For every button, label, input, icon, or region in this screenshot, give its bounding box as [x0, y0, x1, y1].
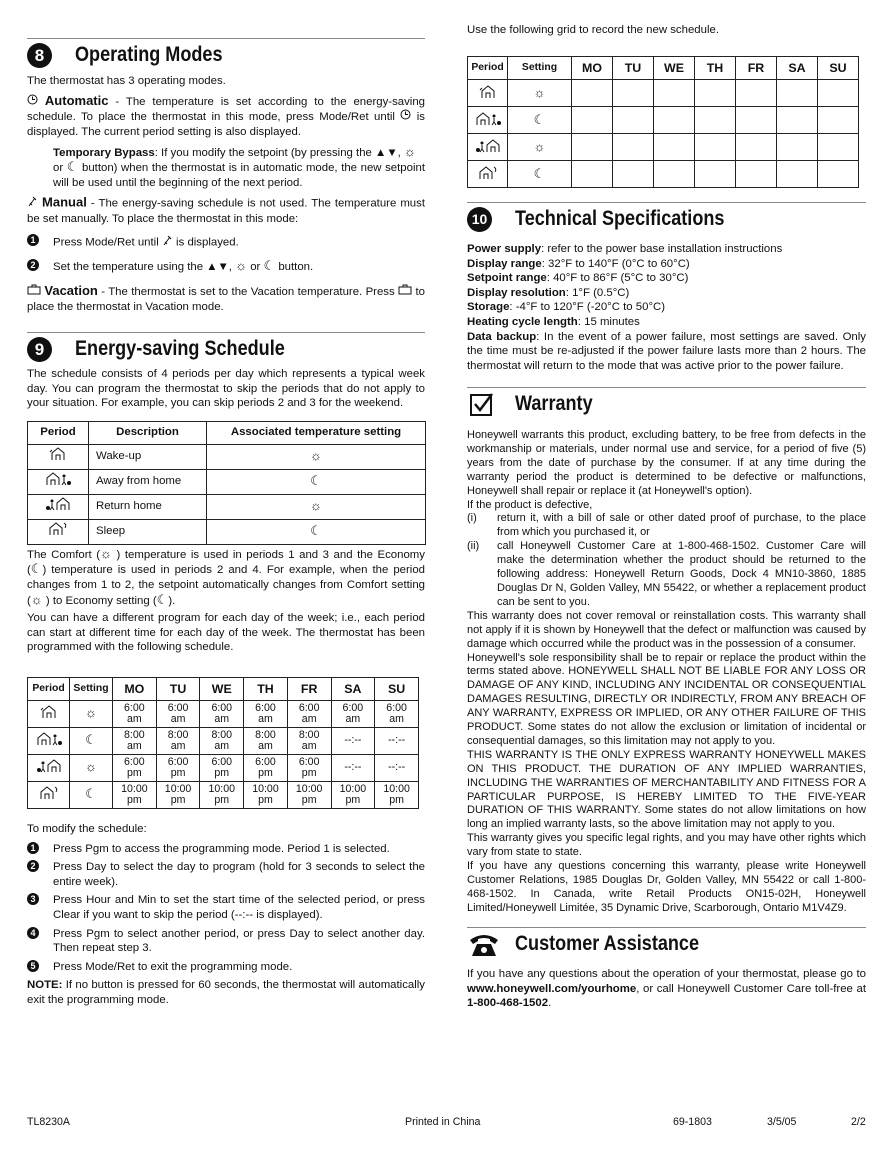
section-header	[467, 202, 866, 237]
empty-time-cell[interactable]	[695, 134, 736, 161]
step-text: Press Day to select the day to program (hold for 3 seconds to select the entire week).	[53, 861, 425, 888]
setting-cell	[70, 700, 113, 727]
time-cell: 6:00 am	[156, 700, 200, 727]
assist-text-1: If you have any questions about the operation of your thermostat, please go to	[467, 968, 866, 980]
grid-col-header: FR	[736, 57, 777, 80]
section-warranty	[467, 387, 866, 916]
step-bullet: 1	[27, 842, 39, 854]
bypass-text-2: or	[53, 162, 67, 175]
period-wake-up-icon	[40, 705, 58, 722]
table-row	[28, 781, 419, 808]
bypass-text-1: : If you modify the setpoint (by pressing the ▲▼,	[154, 146, 404, 159]
schedule-col-header: FR	[287, 677, 331, 700]
empty-time-cell[interactable]	[572, 107, 613, 134]
clock-icon	[400, 109, 411, 125]
setting-cell	[70, 727, 113, 754]
section-header	[467, 927, 866, 962]
schedule-col-header: SU	[375, 677, 419, 700]
moon-icon: ☾	[85, 732, 97, 748]
time-cell: 6:00 am	[287, 700, 331, 727]
time-cell: 6:00 pm	[287, 754, 331, 781]
period-table-col-header: Description	[89, 421, 207, 444]
manual-step-2-text-b: or	[247, 261, 264, 274]
phone-number: 1-800-468-1502	[467, 997, 549, 1010]
warranty-text	[467, 429, 866, 916]
time-cell: --:--	[375, 727, 419, 754]
item-text: call Honeywell Customer Care at 1-800-468-1502. Customer Care will make the determination whether the product should be returned to the following address: Honeywell Return Goods, Dock 4 MN10-3860, 1885 Douglas Dr N, Golden Valley, MN 55422, or whether a replacement product can be sent to you.	[497, 540, 866, 608]
moon-icon: ☾	[310, 472, 322, 488]
assistance-text	[467, 967, 866, 1011]
empty-time-cell[interactable]	[654, 80, 695, 107]
empty-time-cell[interactable]	[654, 107, 695, 134]
comfort-text-c: ) temperature is used in periods 2 and 4. For example, when the period changes from 1 to 2, the setpoint automatically changes from Comfort setting (	[27, 564, 425, 607]
step-text: Press Pgm to access the programming mode. Period 1 is selected.	[53, 842, 390, 855]
setting-cell	[207, 519, 426, 544]
time-cell: 6:00 am	[375, 700, 419, 727]
schedule-col-header: WE	[200, 677, 244, 700]
empty-time-cell[interactable]	[654, 161, 695, 188]
grid-col-header: Setting	[508, 57, 572, 80]
time-cell: 6:00 am	[200, 700, 244, 727]
table-row	[28, 469, 426, 494]
comfort-text-b: ) temperature is used in periods 1 and 3 and the Economy (	[27, 548, 425, 577]
time-cell: 10:00 pm	[200, 781, 244, 808]
empty-time-cell[interactable]	[613, 80, 654, 107]
table-row	[468, 161, 859, 188]
empty-time-cell[interactable]	[613, 107, 654, 134]
warranty-item-ii	[467, 540, 866, 610]
hand-icon	[27, 195, 38, 212]
period-cell	[28, 781, 70, 808]
empty-time-cell[interactable]	[777, 134, 818, 161]
time-cell: 8:00 am	[244, 727, 288, 754]
step-bullet: 2	[27, 860, 39, 872]
suitcase-icon	[398, 284, 412, 300]
sun-icon: ☼	[310, 497, 322, 513]
manual-step-1-text-b: is displayed.	[172, 235, 239, 248]
spec-item	[467, 257, 866, 272]
vacation-text-2: to place the thermostat in Vacation mode.	[27, 285, 425, 313]
sun-icon: ☼	[310, 447, 322, 463]
modify-step	[27, 927, 425, 956]
vacation-text-1: - The thermostat is set to the Vacation temperature. Press	[97, 285, 399, 298]
period-wake-up-icon	[49, 447, 67, 466]
automatic-text-2: is displayed. The current period setting is also displayed.	[27, 111, 425, 138]
period-cell	[468, 107, 508, 134]
spec-value: : 1°F (0.5°C)	[565, 286, 630, 299]
program-text: You can have a different program for each day of the week; i.e., each period can start at different time for each day of the week. The thermostat has been programmed with the following schedule.	[27, 612, 425, 654]
bypass-text-3: button) when the thermostat is in automatic mode, the new setpoint will be used until the beginning of the next period.	[53, 162, 425, 189]
manual-step-2-text-a: Set the temperature using the ▲▼,	[53, 261, 236, 274]
table-row	[28, 519, 426, 544]
warranty-p6: This warranty gives you specific legal rights, and you may have other rights which vary from state to state.	[467, 832, 866, 859]
item-label: (i)	[467, 512, 477, 525]
section-title: Warranty	[515, 392, 593, 415]
empty-time-cell[interactable]	[654, 134, 695, 161]
modify-steps	[27, 842, 425, 975]
empty-time-cell[interactable]	[572, 80, 613, 107]
sun-icon: ☼	[533, 138, 546, 154]
time-cell: 8:00 am	[113, 727, 157, 754]
schedule-col-header: Setting	[70, 677, 113, 700]
empty-time-cell[interactable]	[572, 161, 613, 188]
automatic-mode-text	[27, 94, 425, 140]
sun-icon: ☼	[533, 84, 546, 100]
moon-icon: ☾	[30, 561, 43, 577]
bypass-label: Temporary Bypass	[53, 146, 155, 159]
empty-time-cell[interactable]	[736, 134, 777, 161]
period-table-col-header: Associated temperature setting	[207, 421, 426, 444]
time-cell: 8:00 am	[287, 727, 331, 754]
warranty-p4: Honeywell's sole responsibility shall be to repair or replace the product within the terms stated above. HONEYWELL SHALL NOT BE LIABLE FOR ANY LOSS OR DAMAGE OF ANY KIND, INCLUDING ANY INCIDENTAL OR CONSEQUENTIAL DAMAGES RESULTING, DIRECTLY OR INDIRECTLY, FROM ANY BREACH OF ANY WARRANTY, EXPRESS OR IMPLIED, OR ANY OTHER FAILURE OF THIS PRODUCT. Some states do not allow the exclusion or limitation of incidental or consequential damages, so this limitation may not apply to you.	[467, 651, 866, 747]
warranty-p1: Honeywell warrants this product, excluding battery, to be free from defects in the workmanship or materials, under normal use and service, for a period of five (5) years from the date of purchase by the consumer. If at any time during the warranty period the product is determined to be defective or malfunctions, Honeywell shall repair or replace it (at Honeywell's option).	[467, 429, 866, 497]
empty-time-cell[interactable]	[695, 80, 736, 107]
description-cell: Return home	[89, 494, 207, 519]
period-sleep-icon	[48, 522, 68, 541]
note-body: If no button is pressed for 60 seconds, the thermostat will automatically exit the programming mode.	[27, 979, 425, 1006]
schedule-col-header: TH	[244, 677, 288, 700]
section-header	[27, 38, 425, 73]
automatic-text-1: - The temperature is set according to the energy-saving schedule. To place the thermostat in this mode, press Mode/Ret until	[27, 95, 425, 124]
spec-label: Storage	[467, 301, 510, 314]
step-bullet: 1	[27, 234, 39, 246]
table-row	[28, 727, 419, 754]
time-cell: 6:00 pm	[244, 754, 288, 781]
note-text	[27, 978, 425, 1007]
empty-time-cell[interactable]	[818, 161, 859, 188]
spec-label: Data backup	[467, 330, 537, 343]
clock-icon	[27, 94, 38, 110]
schedule-col-header: Period	[28, 677, 70, 700]
step-bullet: 3	[27, 893, 39, 905]
spec-label: Display range	[467, 257, 542, 270]
manual-text: - The energy-saving schedule is not used. The temperature must be set manually. To place the thermostat in this mode:	[27, 197, 426, 225]
table-row	[28, 700, 419, 727]
step-bullet: 2	[27, 259, 39, 271]
time-cell: 6:00 pm	[200, 754, 244, 781]
grid-col-header: SU	[818, 57, 859, 80]
description-cell: Sleep	[89, 519, 207, 544]
time-cell: 6:00 pm	[156, 754, 200, 781]
empty-time-cell[interactable]	[777, 107, 818, 134]
assist-text-3: .	[548, 997, 552, 1010]
modes-intro: The thermostat has 3 operating modes.	[27, 75, 226, 87]
footer-printed: Printed in China	[405, 1116, 481, 1128]
spec-item	[467, 286, 866, 301]
step-bullet: 5	[27, 960, 39, 972]
table-row	[468, 107, 859, 134]
time-cell: 10:00 pm	[287, 781, 331, 808]
spec-item	[467, 271, 866, 286]
section-number: 10	[467, 207, 492, 232]
spec-label: Setpoint range	[467, 272, 547, 285]
time-cell: 10:00 pm	[331, 781, 375, 808]
note-label: NOTE:	[27, 979, 63, 992]
period-table-col-header: Period	[28, 421, 89, 444]
time-cell: --:--	[331, 727, 375, 754]
time-cell: 10:00 pm	[244, 781, 288, 808]
grid-col-header: TH	[695, 57, 736, 80]
step-text: Press Pgm to select another period, or press Day to select another day. Then repeat step 3.	[53, 927, 425, 955]
section-technical-specifications	[467, 202, 866, 373]
empty-time-cell[interactable]	[613, 161, 654, 188]
setting-cell	[207, 494, 426, 519]
period-cell	[28, 727, 70, 754]
setting-cell	[207, 469, 426, 494]
sun-icon: ☼	[100, 545, 112, 561]
period-wake-up-icon	[479, 85, 497, 102]
warranty-p3: This warranty does not cover removal or reinstallation costs. This warranty shall not apply if it is shown by Honeywell that the defect or malfunction was caused by damage which occurred while the product was in the possession of a consumer.	[467, 609, 866, 650]
spec-value: : 40°F to 86°F (5°C to 30°C)	[546, 272, 689, 285]
manual-step-2-text-c: button.	[275, 261, 314, 274]
empty-time-cell[interactable]	[736, 161, 777, 188]
warranty-p5: THIS WARRANTY IS THE ONLY EXPRESS WARRANTY HONEYWELL MAKES ON THIS PRODUCT. THE DURATION OF ANY IMPLIED WARRANTIES, INCLUDING THE WARRANTIES OF MERCHANTABILITY AND FITNESS FOR A PARTICULAR PURPOSE, IS HEREBY LIMITED TO THE FIVE-YEAR DURATION OF THIS WARRANTY. Some states do not allow limitations on how long an implied warranty lasts, so the above limitation may not apply to you.	[467, 748, 866, 831]
moon-icon: ☾	[533, 111, 546, 127]
manual-step-1-text-a: Press Mode/Ret until	[53, 235, 162, 248]
section-title: Technical Specifications	[515, 207, 725, 230]
period-table-header	[28, 421, 426, 444]
setting-cell	[207, 444, 426, 469]
manual-label: Manual	[42, 194, 87, 210]
section-customer-assistance	[467, 927, 866, 1011]
table-row	[28, 494, 426, 519]
period-table	[27, 421, 426, 545]
moon-icon: ☾	[66, 159, 79, 175]
website-link[interactable]: www.honeywell.com/yourhome	[467, 982, 637, 995]
schedule-intro: The schedule consists of 4 periods per day which represents a typical week day. You can program the thermostat to skip the periods that do not apply to your situation. For example, you can skip periods 2 and 3 for the weekend.	[27, 368, 425, 410]
period-cell	[468, 80, 508, 107]
time-cell: --:--	[331, 754, 375, 781]
assist-text-2: , or call Honeywell Customer Care toll-free at	[636, 982, 866, 995]
spec-item	[467, 330, 866, 374]
modify-step	[27, 842, 425, 857]
table-row	[468, 80, 859, 107]
modify-step	[27, 893, 425, 922]
spec-value: : 15 minutes	[577, 315, 640, 328]
schedule-col-header: SA	[331, 677, 375, 700]
default-schedule-table	[27, 677, 419, 809]
comfort-text-a: The Comfort (	[27, 548, 101, 561]
spec-label: Display resolution	[467, 286, 566, 299]
section-title: Energy-saving Schedule	[75, 337, 285, 360]
comfort-economy-text	[27, 547, 425, 608]
empty-time-cell[interactable]	[572, 134, 613, 161]
empty-time-cell[interactable]	[777, 161, 818, 188]
period-cell	[28, 519, 89, 544]
telephone-icon	[468, 932, 500, 963]
manual-step-2	[27, 259, 425, 275]
section-number: 9	[27, 337, 52, 362]
description-cell: Wake-up	[89, 444, 207, 469]
spec-value: : 32°F to 140°F (0°C to 60°C)	[541, 257, 690, 270]
suitcase-icon	[27, 284, 41, 300]
period-sleep-icon	[478, 166, 498, 183]
moon-icon: ☾	[533, 165, 546, 181]
period-cell	[28, 494, 89, 519]
manual-mode-text	[27, 195, 425, 226]
spec-label: Power supply	[467, 243, 542, 255]
sun-icon: ☼	[235, 258, 248, 274]
time-cell: 6:00 pm	[113, 754, 157, 781]
spec-label: Heating cycle length	[467, 315, 578, 328]
description-cell: Away from home	[89, 469, 207, 494]
section-operating-modes	[27, 38, 425, 314]
section-energy-saving-schedule	[27, 332, 425, 1007]
grid-col-header: WE	[654, 57, 695, 80]
period-cell	[28, 700, 70, 727]
record-schedule-grid	[467, 56, 859, 188]
period-away-icon	[475, 112, 501, 129]
empty-time-cell[interactable]	[818, 80, 859, 107]
comfort-text-e: ).	[168, 594, 176, 607]
period-return-icon	[36, 759, 62, 776]
footer-doc-number: 69-1803	[673, 1116, 712, 1128]
modify-label: To modify the schedule:	[27, 822, 147, 835]
spec-item	[467, 242, 866, 257]
footer-date: 3/5/05	[767, 1116, 797, 1128]
vacation-label: Vacation	[44, 282, 98, 298]
manual-step-1	[27, 234, 425, 251]
step-text: Press Hour and Min to set the start time of the selected period, or press Clear if you want to skip the period (--:-- is displayed).	[53, 894, 425, 921]
hand-icon	[162, 234, 173, 251]
time-cell: 6:00 am	[113, 700, 157, 727]
step-text: Press Mode/Ret to exit the programming mode.	[53, 960, 293, 973]
schedule-col-header: TU	[156, 677, 200, 700]
empty-time-cell[interactable]	[818, 107, 859, 134]
table-row	[28, 754, 419, 781]
setting-cell	[508, 80, 572, 107]
spec-item	[467, 300, 866, 315]
empty-time-cell[interactable]	[777, 80, 818, 107]
grid-col-header: TU	[613, 57, 654, 80]
footer-page: 2/2	[851, 1116, 866, 1128]
table-row	[468, 134, 859, 161]
setting-cell	[70, 754, 113, 781]
time-cell: 8:00 am	[200, 727, 244, 754]
checkbox-icon	[470, 392, 494, 421]
sun-icon: ☼	[30, 591, 43, 607]
moon-icon: ☾	[156, 591, 169, 607]
spec-value: : In the event of a power failure, most settings are saved. Only the time must be re-adjusted if the power failure lasts more than 2 hours. The thermostat will return to the mode that was active prior to the power failure.	[467, 330, 866, 372]
modify-step	[27, 960, 425, 975]
period-sleep-icon	[39, 786, 59, 803]
grid-col-header: SA	[777, 57, 818, 80]
step-bullet: 4	[27, 927, 39, 939]
warranty-p2: If the product is defective,	[467, 498, 593, 511]
time-cell: 10:00 pm	[375, 781, 419, 808]
spec-value: : -4°F to 120°F (-20°C to 50°C)	[509, 301, 666, 314]
empty-time-cell[interactable]	[613, 134, 654, 161]
warranty-item-i	[467, 512, 866, 540]
sun-icon: ☼	[403, 143, 416, 159]
period-cell	[468, 134, 508, 161]
moon-icon: ☾	[263, 258, 276, 274]
footer-model: TL8230A	[27, 1116, 70, 1128]
grid-header	[468, 57, 859, 80]
item-label: (ii)	[467, 540, 480, 553]
modify-step	[27, 860, 425, 889]
grid-col-header: MO	[572, 57, 613, 80]
section-header	[467, 387, 866, 422]
period-cell	[28, 444, 89, 469]
spec-list	[467, 242, 866, 373]
section-number: 8	[27, 43, 52, 68]
item-text: return it, with a bill of sale or other dated proof of purchase, to the place from which you purchased it, or	[497, 512, 866, 539]
time-cell: 8:00 am	[156, 727, 200, 754]
period-away-icon	[36, 732, 62, 749]
schedule-table-header	[28, 677, 419, 700]
period-cell	[468, 161, 508, 188]
time-cell: 10:00 pm	[113, 781, 157, 808]
schedule-col-header: MO	[113, 677, 157, 700]
period-return-icon	[45, 497, 71, 516]
section-title: Customer Assistance	[515, 932, 700, 955]
empty-time-cell[interactable]	[736, 107, 777, 134]
grid-intro: Use the following grid to record the new schedule.	[467, 24, 720, 36]
warranty-p7: If you have any questions concerning this warranty, please write Honeywell Customer Relations, 1985 Douglas Dr, Golden Valley, MN 55422 or call 1-800-468-1502. In Canada, write Retail Products ON15-02H, Honeywell Limited/Honeywell Limitée, 35 Dynamic Drive, Scarborough, Ontario M1V4Z9.	[467, 860, 866, 914]
comfort-text-d: ) to Economy setting (	[42, 594, 157, 607]
time-cell: 6:00 am	[244, 700, 288, 727]
time-cell: --:--	[375, 754, 419, 781]
setting-cell	[508, 107, 572, 134]
period-cell	[28, 754, 70, 781]
spec-value: : refer to the power base installation instructions	[541, 243, 783, 255]
period-return-icon	[475, 139, 501, 156]
setting-cell	[70, 781, 113, 808]
temporary-bypass-text	[27, 145, 425, 191]
section-header	[27, 332, 425, 367]
period-cell	[28, 469, 89, 494]
vacation-mode-text	[27, 284, 425, 314]
grid-col-header: Period	[468, 57, 508, 80]
time-cell: 10:00 pm	[156, 781, 200, 808]
empty-time-cell[interactable]	[695, 161, 736, 188]
table-row	[28, 444, 426, 469]
sun-icon: ☼	[85, 759, 97, 775]
setting-cell	[508, 161, 572, 188]
section-title: Operating Modes	[75, 43, 223, 66]
moon-icon: ☾	[310, 522, 322, 538]
period-away-icon	[45, 472, 71, 491]
empty-time-cell[interactable]	[818, 134, 859, 161]
empty-time-cell[interactable]	[736, 80, 777, 107]
empty-time-cell[interactable]	[695, 107, 736, 134]
setting-cell	[508, 134, 572, 161]
time-cell: 6:00 am	[331, 700, 375, 727]
moon-icon: ☾	[85, 786, 97, 802]
sun-icon: ☼	[85, 705, 97, 721]
automatic-label: Automatic	[44, 92, 109, 108]
spec-item	[467, 315, 866, 330]
